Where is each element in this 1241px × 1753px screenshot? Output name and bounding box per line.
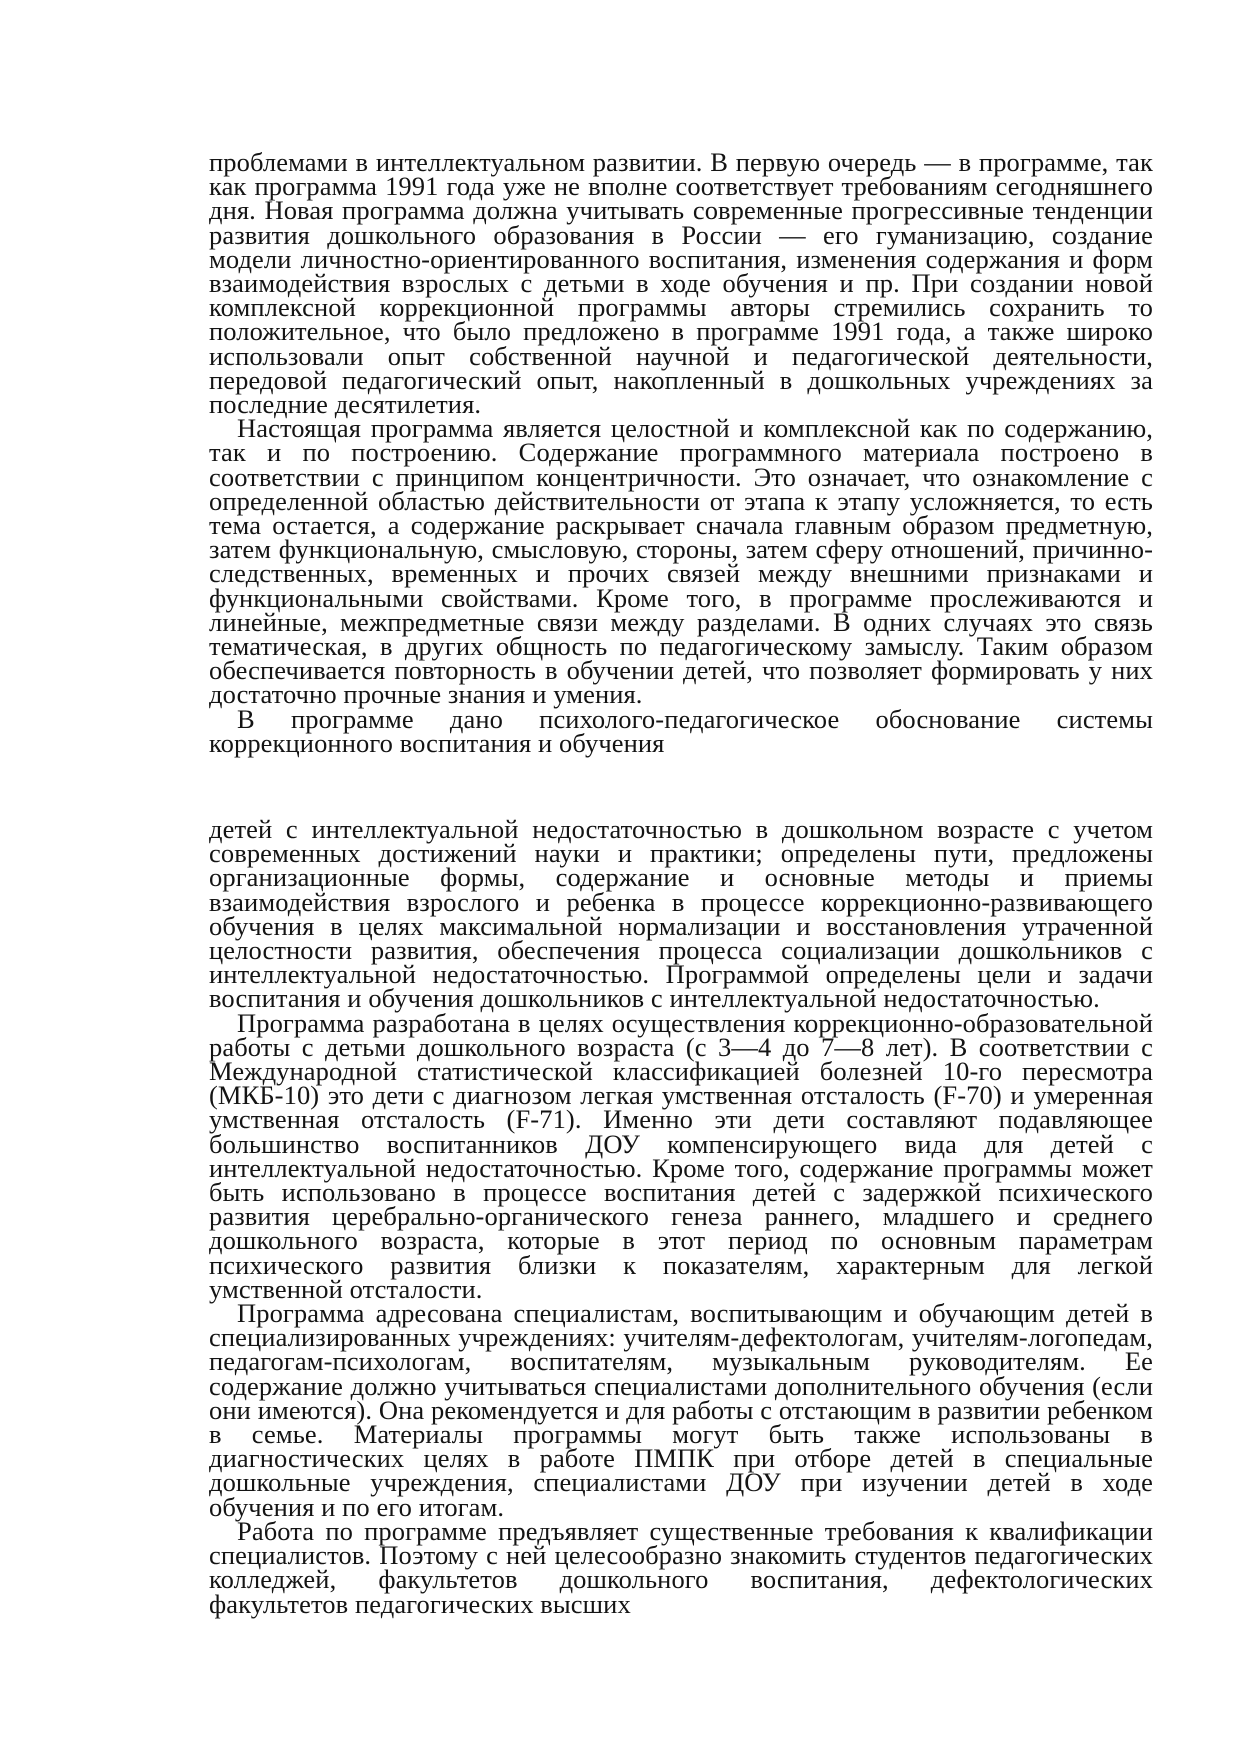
paragraph-program-requirements: Работа по программе предъявляет существенные требования к квалификации специалистов. Поэтому с ней целесообразно знакомить студентов педагогических колледжей, факультетов дошкольного воспитания, дефектологических факультетов педагогических высших: [209, 1515, 1153, 1619]
paragraph-continuation: проблемами в интеллектуальном развитии. В первую очередь — в программе, так как программа 1991 года уже не вполне соответствует требованиям сегодняшнего дня. Новая программа должна учитывать современные прогрессивные тенденции развития дошкольного образования в России — его гуманизацию, создание модели личностно-ориентированного воспитания, изменения содержания и форм взаимодействия взрослых с детьми в ходе обучения и пр. При создании новой комплексной коррекционной программы авторы стремились сохранить то положительное, что было предложено в программе 1991 года, а также широко использовали опыт собственной научной и педагогической деятельности, передовой педагогический опыт, накопленный в дошкольных учреждениях за последние десятилетия.: [209, 147, 1153, 420]
text-block-top: [209, 147, 1153, 758]
paragraph-program-purpose: Программа разработана в целях осуществления коррекционно-образовательной работы с детьми дошкольного возраста (с 3—4 до 7—8 лет). В соответствии с Международной статистической классификацией болезней 10-го пересмотра (МКБ-10) это дети с диагнозом легкая умственная отсталость (F-70) и умеренная умственная отсталость (F-71). Именно эти дети составляют подавляющее большинство воспитанников ДОУ компенсирующего вида для детей с интеллектуальной недостаточностью. Кроме того, содержание программы может быть использовано в процессе воспитания детей с задержкой психического развития церебрально-органического генеза раннего, младшего и среднего дошкольного возраста, которые в этот период по основным параметрам психического развития близки к показателям, характерным для легкой умственной отсталости.: [209, 1007, 1153, 1304]
paragraph-program-structure: Настоящая программа является целостной и комплексной как по содержанию, так и по построению. Содержание программного материала построено в соответствии с принципом концентричности. Это означает, что ознакомление с определенной областью действительности от этапа к этапу усложняется, то есть тема остается, а содержание раскрывает сначала главным образом предметную, затем функциональную, смысловую, стороны, затем сферу отношений, причинно-следственных, временных и прочих связей между внешними признаками и функциональными свойствами. Кроме того, в программе прослеживаются и линейные, межпредметные связи между разделами. В одних случаях это связь тематическая, в других общность по педагогическому замыслу. Таким образом обеспечивается повторность в обучении детей, что позволяет формировать у них достаточно прочные знания и умения.: [209, 413, 1153, 710]
paragraph-program-audience: Программа адресована специалистам, воспитывающим и обучающим детей в специализированных учреждениях: учителям-дефектологам, учителям-логопедам, педагогам-психологам, воспитателям, музыкальным руководителям. Ее содержание должно учитываться специалистами дополнительного обучения (если они имеются). Она рекомендуется и для работы с отстающим в развитии ребенком в семье. Материалы программы могут быть также использованы в диагностических целях в работе ПМПК при отборе детей в специальные дошкольные учреждения, специалистами ДОУ при изучении детей в ходе обучения и по его итогам.: [209, 1298, 1153, 1522]
paragraph-continuation-2: детей с интеллектуальной недостаточностью в дошкольном возрасте с учетом современных достижений науки и практики; определены пути, предложены организационные формы, содержание и основные методы и приемы взаимодействия взрослого и ребенка в процессе коррекционно-развивающего обучения в целях максимальной нормализации и восстановления утраченной целостности развития, обеспечения процесса социализации дошкольников с интеллектуальной недостаточностью. Программой определены цели и задачи воспитания и обучения дошкольников с интеллектуальной недостаточностью.: [209, 814, 1153, 1014]
text-block-bottom: [209, 814, 1153, 1619]
paragraph-program-rationale: В программе дано психолого-педагогическое обоснование системы коррекционного воспитания и обучения: [209, 703, 1153, 758]
